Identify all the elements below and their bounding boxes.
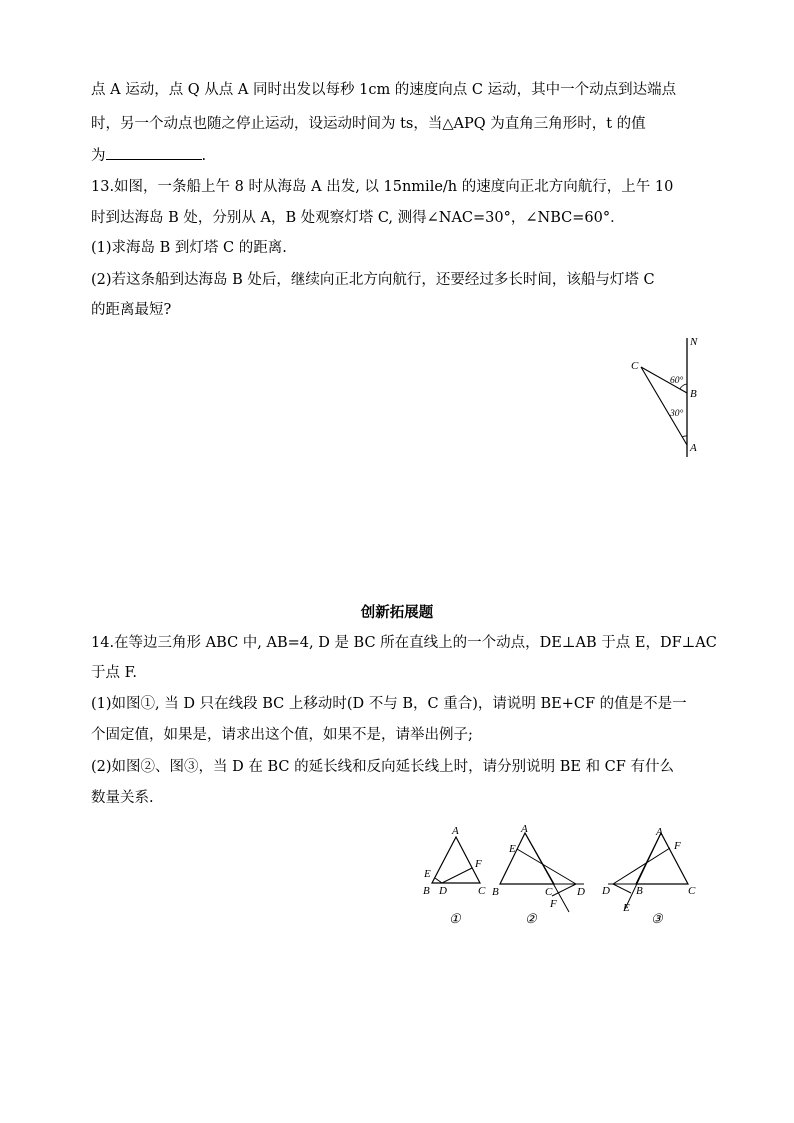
label-a: A [690,442,697,454]
label-a: A [656,826,663,838]
label-e: E [424,868,431,880]
caption-1: ① [449,911,461,926]
label-d: D [439,885,447,897]
q14-line2: 于点 F. [91,665,138,681]
line-ac-extended [525,833,569,912]
label-a: A [452,825,459,837]
label-n: N [690,336,698,348]
segment-de [613,884,631,893]
section-title: 创新拓展题 [360,605,434,621]
label-c: C [478,885,486,897]
q12-line1: 点 A 运动，点 Q 从点 A 同时出发以每秒 1cm 的速度向点 C 运动，其中一个动点到达端点 [91,82,677,98]
label-b: B [636,885,643,897]
q12-line2: 时，另一个动点也随之停止运动，设运动时间为 ts，当△APQ 为直角三角形时，t 的值 [91,116,646,132]
q12-line3-post: . [201,148,207,164]
q13-part2-line1: (2)若这条船到达海岛 B 处后，继续向正北方向航行，还要经过多长时间，该船与灯塔 C [91,272,655,288]
caption-3: ③ [651,911,663,926]
q13-part2-line2: 的距离最短? [91,302,172,318]
label-b: B [690,388,697,400]
q12-line3-pre: 为 [91,148,106,164]
label-a: A [521,823,528,835]
q12-line3 [91,145,206,166]
label-f: F [475,858,482,870]
label-e: E [623,902,630,914]
q14-figure-3 [598,823,702,933]
q14-part2-line2: 数量关系. [91,790,154,806]
label-f: F [674,840,681,852]
caption-2: ② [525,911,537,926]
segment-df [442,868,472,883]
label-e: E [509,843,516,855]
angle-a-arc [682,436,687,437]
q13-part1: (1)求海岛 B 到灯塔 C 的距离. [91,240,287,256]
label-c: C [688,885,696,897]
q14-line1: 14.在等边三角形 ABC 中, AB=4, D 是 BC 所在直线上的一个动点，DE⊥AB 于点 E，DF⊥AC [91,635,717,651]
label-c: C [545,886,553,898]
segment-df [552,884,576,896]
q13-line1: 13.如图，一条船上午 8 时从海岛 A 出发, 以 15nmile/h 的速度向正北方向航行，上午 10 [91,179,674,195]
line-ab-extended [625,833,661,909]
label-angle-60: 60° [670,376,684,386]
label-angle-30: 30° [670,409,684,419]
q14-figure-1 [418,823,493,933]
segment-df [613,848,670,884]
segment-de [435,878,442,883]
q13-figure [625,333,705,463]
label-d: D [577,886,585,898]
label-d: D [602,885,610,897]
label-b: B [423,885,430,897]
q14-part1-line1: (1)如图①, 当 D 只在线段 BC 上移动时(D 不与 B，C 重合)，请说明 BE+CF 的值是不是一 [91,696,687,712]
label-f: F [550,898,557,910]
q14-figure-2 [492,823,592,933]
q14-part2-line1: (2)如图②、图③，当 D 在 BC 的延长线和反向延长线上时，请分别说明 BE 和 CF 有什么 [91,759,674,775]
label-c: C [631,360,639,372]
label-b: B [492,886,499,898]
triangle-abc [500,833,554,884]
q14-part1-line2: 个固定值，如果是，请求出这个值，如果不是，请举出例子; [91,727,473,743]
answer-blank [106,145,202,160]
segment-de [517,849,576,884]
q13-line2: 时到达海岛 B 处，分别从 A，B 处观察灯塔 C, 测得∠NAC=30°，∠NBC=60°． [91,210,625,226]
